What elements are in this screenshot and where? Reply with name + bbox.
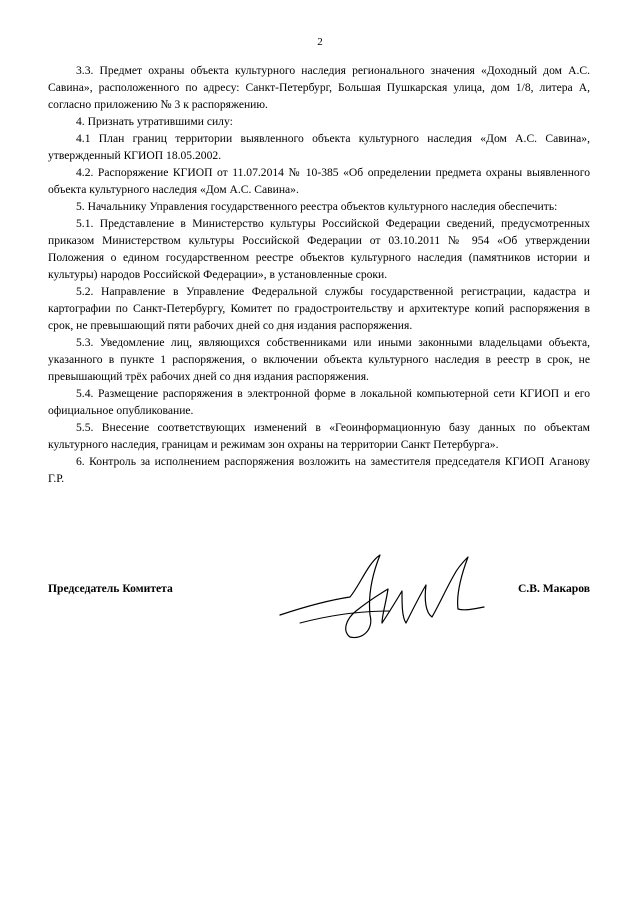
paragraph-4: 4. Признать утратившими силу:	[76, 115, 233, 128]
signer-name: С.В. Макаров	[517, 582, 590, 595]
paragraph-5: 5. Начальнику Управления государственного реестра объектов культурного наследия обеспечить:	[76, 200, 558, 213]
paragraph-5-3: 5.3. Уведомление лиц, являющихся собственниками или иными законными владельцами объекта, указанного в пункте 1 распоряжения, о включении объекта культурного наследия в реестр в срок, не превышающий трёх рабочих дней со дня издания распоряжения.	[48, 336, 590, 383]
paragraph-4-2: 4.2. Распоряжение КГИОП от 11.07.2014 № 10-385 «Об определении предмета охраны выявленного объекта культурного наследия «Дом А.С. Савина».	[48, 166, 590, 196]
signature-block	[48, 582, 590, 602]
paragraph-3-3: 3.3. Предмет охраны объекта культурного наследия регионального значения «Доходный дом А.С. Савина», расположенного по адресу: Санкт-Петербург, Большая Пушкарская улица, дом 1/8, литера А, согласно приложению № 3 к распоряжению.	[48, 64, 590, 111]
paragraph-5-2: 5.2. Направление в Управление Федеральной службы государственной регистрации, кадастра и картографии по Санкт-Петербургу, Комитет по градостроительству и архитектуре копий распоряжения в срок, не превышающий пяти рабочих дней со дня издания распоряжения.	[48, 285, 590, 332]
page-number: 2	[317, 36, 323, 48]
paragraph-5-4: 5.4. Размещение распоряжения в электронной форме в локальной компьютерной сети КГИОП и его официальное опубликование.	[48, 387, 590, 417]
paragraph-5-1: 5.1. Представление в Министерство культуры Российской Федерации сведений, предусмотренных приказом Министерством культуры Российской Федерации от 03.10.2011 № 954 «Об утверждении Положения о едином государственном реестре объектов культурного наследия (памятников истории и культуры) народов Российской Федерации», в установленные сроки.	[48, 217, 590, 281]
document-body	[48, 62, 590, 487]
signer-title: Председатель Комитета	[48, 582, 173, 595]
paragraph-4-1: 4.1 План границ территории выявленного объекта культурного наследия «Дом А.С. Савина», утвержденный КГИОП 18.05.2002.	[48, 132, 590, 162]
paragraph-6: 6. Контроль за исполнением распоряжения возложить на заместителя председателя КГИОП Аганову Г.Р.	[48, 455, 590, 485]
paragraph-5-5: 5.5. Внесение соответствующих изменений в «Геоинформационную базу данных по объектам культурного наследия, границам и режимам зон охраны на территории Санкт Петербурга».	[48, 421, 590, 451]
